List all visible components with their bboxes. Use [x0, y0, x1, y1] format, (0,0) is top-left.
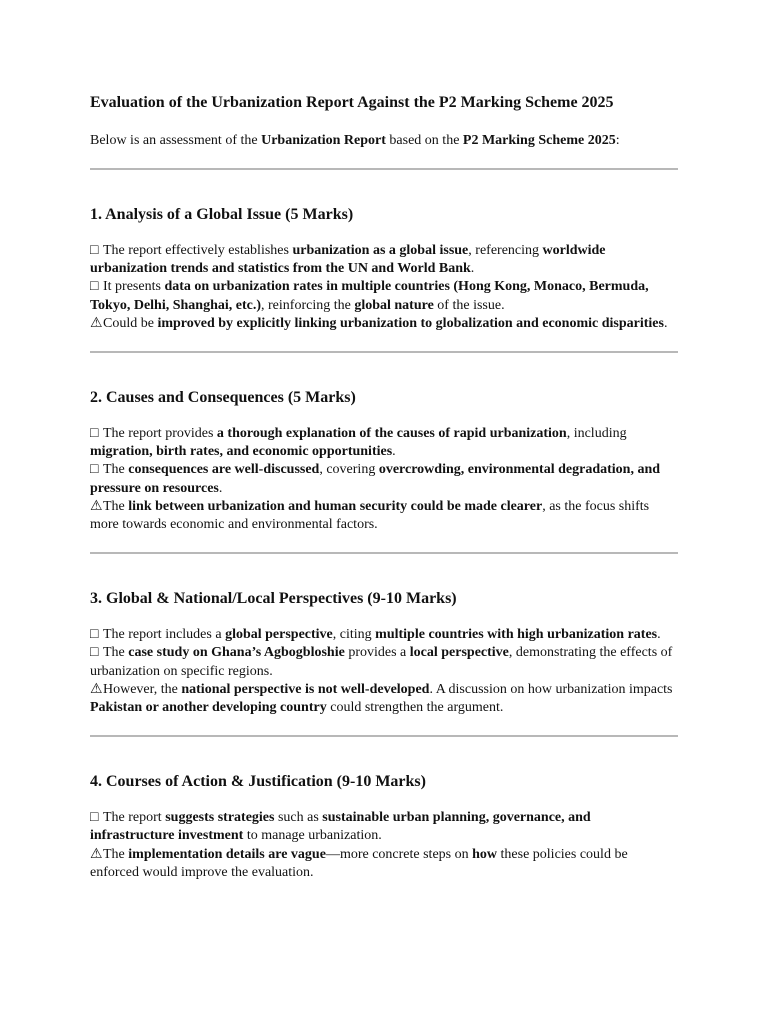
text-run: of the issue.	[433, 297, 505, 313]
checkbox-icon: □	[90, 627, 99, 643]
evaluation-point	[90, 681, 678, 717]
section-divider	[90, 552, 678, 554]
checkbox-icon: □	[90, 243, 99, 258]
section-heading: 3. Global & National/Local Perspectives (9-10 Marks)	[90, 590, 457, 608]
evaluation-point	[90, 626, 678, 644]
bold-text: national perspective is not well-developed	[181, 681, 430, 697]
text-run: Could be	[103, 315, 158, 331]
section-divider	[90, 168, 678, 170]
bold-text: overcrowding, environmental degradation, and pressure on resources	[90, 462, 661, 496]
text-run: , citing	[332, 627, 376, 643]
section-heading: 1. Analysis of a Global Issue (5 Marks)	[90, 206, 354, 223]
text-run: .	[392, 444, 396, 460]
text-run: these policies could be enforced would improve the evaluation.	[90, 846, 628, 880]
text-run: The	[103, 645, 129, 661]
section	[90, 771, 678, 882]
bold-text: data on urbanization rates in multiple countries (Hong Kong, Monaco, Bermuda, Tokyo, Delhi, Shanghai, etc.)	[90, 279, 649, 313]
evaluation-point	[90, 846, 678, 882]
text-run: The report effectively establishes	[103, 243, 293, 258]
evaluation-point	[90, 425, 678, 461]
bold-text: migration, birth rates, and economic opportunities	[90, 444, 393, 460]
text-run: The report	[103, 810, 166, 826]
text-run: —more concrete steps on	[325, 846, 473, 862]
warning-icon: ⚠	[90, 315, 103, 331]
bold-text: global nature	[354, 297, 434, 313]
text-run: It presents	[103, 279, 165, 295]
text-run: .	[470, 261, 475, 277]
text-run: to manage urbanization.	[243, 828, 382, 844]
section-heading: 4. Courses of Action & Justification (9-10 Marks)	[90, 773, 426, 791]
bold-text: Pakistan or another developing country	[90, 700, 327, 716]
bold-text: implementation details are vague	[128, 846, 326, 862]
evaluation-point	[90, 498, 678, 534]
bold-text: worldwide urbanization trends and statistics from the UN and World Bank	[90, 243, 606, 277]
text-run: The	[103, 462, 129, 478]
text-run: :	[615, 133, 620, 148]
evaluation-point	[90, 315, 678, 333]
section	[90, 588, 678, 717]
text-run: Below is an assessment of the	[90, 133, 262, 148]
bold-text: global perspective	[225, 627, 333, 643]
text-run: based on the	[385, 133, 463, 148]
text-run: , including	[566, 426, 627, 442]
text-run: The report provides	[103, 426, 217, 442]
section-body	[90, 809, 678, 882]
bold-text: case study on Ghana’s Agbogbloshie	[128, 645, 345, 661]
section-body	[90, 425, 678, 534]
section-body	[90, 626, 678, 717]
bold-text: multiple countries with high urbanization rates	[375, 627, 658, 643]
section-body	[90, 242, 678, 333]
section	[90, 387, 678, 534]
bold-text: a thorough explanation of the causes of rapid urbanization	[216, 426, 567, 442]
text-run: , as the focus shifts more towards economic and environmental factors.	[90, 498, 650, 533]
text-run: .	[663, 315, 668, 331]
section-divider	[90, 351, 678, 353]
bold-text: urbanization as a global issue	[292, 243, 469, 258]
text-run: , reinforcing the	[261, 297, 355, 313]
section-heading: 2. Causes and Consequences (5 Marks)	[90, 389, 356, 407]
intro-paragraph	[90, 131, 678, 150]
bold-text: how	[472, 846, 498, 862]
text-run: .	[657, 627, 661, 643]
evaluation-point	[90, 461, 678, 497]
bold-text: sustainable urban planning, governance, and infrastructure investment	[90, 810, 591, 844]
bold-text: P2 Marking Scheme 2025	[462, 133, 616, 148]
bold-text: local perspective	[409, 645, 509, 661]
evaluation-point	[90, 644, 678, 680]
bold-text: suggests strategies	[165, 810, 275, 826]
checkbox-icon: □	[90, 279, 99, 295]
text-run: , covering	[319, 462, 379, 478]
bold-text: link between urbanization and human security could be made clearer	[128, 498, 543, 514]
warning-icon: ⚠	[90, 846, 103, 862]
text-run: could strengthen the argument.	[326, 700, 504, 716]
evaluation-point	[90, 278, 678, 314]
text-run: The	[103, 498, 129, 514]
text-run: The	[103, 846, 129, 862]
text-run: The report includes a	[103, 627, 226, 643]
sections-container	[90, 168, 678, 882]
text-run: .	[218, 480, 223, 496]
warning-icon: ⚠	[90, 681, 103, 697]
text-run: However, the	[103, 681, 182, 697]
text-run: provides a	[344, 645, 410, 661]
text-run: , demonstrating the effects of urbanization on specific regions.	[90, 645, 673, 679]
evaluation-point	[90, 809, 678, 845]
section-divider	[90, 735, 678, 737]
section	[90, 204, 678, 333]
text-run: , referencing	[468, 243, 543, 258]
bold-text: improved by explicitly linking urbanization to globalization and economic disparities	[157, 315, 664, 331]
bold-text: consequences are well-discussed	[128, 462, 320, 478]
text-run: such as	[274, 810, 323, 826]
document-title: Evaluation of the Urbanization Report Against the P2 Marking Scheme 2025	[90, 94, 614, 111]
bold-text: Urbanization Report	[261, 133, 386, 148]
evaluation-point	[90, 242, 678, 278]
text-run: . A discussion on how urbanization impacts	[429, 681, 673, 697]
warning-icon: ⚠	[90, 498, 103, 514]
checkbox-icon: □	[90, 810, 99, 826]
checkbox-icon: □	[90, 426, 99, 442]
checkbox-icon: □	[90, 645, 99, 661]
checkbox-icon: □	[90, 462, 99, 478]
